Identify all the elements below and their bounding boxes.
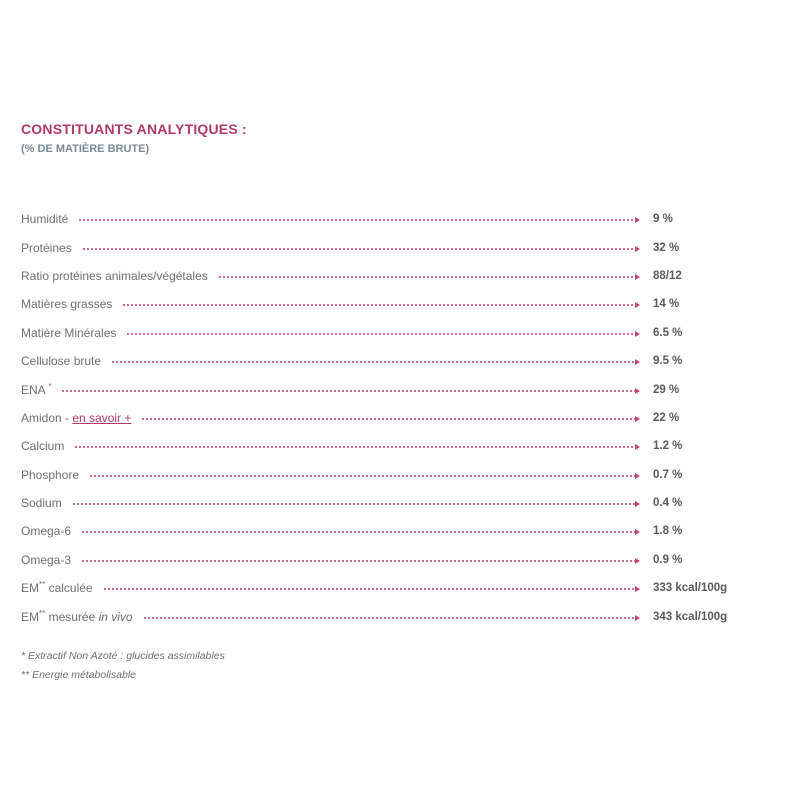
row-label: Omega-3	[21, 552, 72, 567]
footnote-marker: *	[48, 381, 52, 391]
section-subtitle: (% DE MATIÈRE BRUTE)	[21, 143, 150, 155]
row-value: 1.8 %	[653, 525, 683, 538]
dotted-leader	[81, 531, 636, 533]
dotted-leader	[72, 503, 636, 505]
row-value: 29 %	[653, 383, 680, 396]
dotted-leader	[78, 219, 636, 221]
row-label: Ratio protéines animales/végétales	[21, 268, 208, 283]
row-cellulose-brute	[21, 347, 761, 375]
dotted-leader	[82, 248, 636, 250]
row-value: 0.7 %	[653, 468, 683, 481]
row-phosphore	[21, 461, 761, 489]
dotted-leader	[218, 276, 636, 278]
row-label: Matière Minérales	[21, 325, 117, 340]
dotted-leader	[81, 560, 636, 562]
row-humidite	[21, 205, 761, 233]
dotted-leader	[89, 475, 636, 477]
row-value: 32 %	[653, 241, 680, 254]
footnote-em: ** Energie métabolisable	[21, 669, 136, 681]
constituents-list	[21, 205, 761, 631]
row-value: 6.5 %	[653, 326, 683, 339]
row-matieres-grasses	[21, 290, 761, 318]
row-em-mesuree	[21, 602, 761, 630]
row-value: 1.2 %	[653, 440, 683, 453]
dotted-leader	[122, 304, 636, 306]
row-value: 0.4 %	[653, 497, 683, 510]
section-title: CONSTITUANTS ANALYTIQUES :	[21, 121, 247, 137]
footnote-marker: **	[39, 608, 46, 618]
footnote-marker: **	[39, 580, 46, 590]
row-ena	[21, 375, 761, 403]
row-label: Protéines	[21, 240, 72, 255]
row-em-calculee	[21, 574, 761, 602]
row-value: 9 %	[653, 213, 673, 226]
row-label: Calcium	[21, 439, 65, 454]
row-value: 333 kcal/100g	[653, 582, 728, 595]
row-label-rest: calculée	[45, 581, 93, 596]
row-label-text: EM	[21, 609, 39, 624]
row-label	[21, 581, 93, 595]
row-value: 88/12	[653, 269, 682, 282]
row-omega-6	[21, 517, 761, 545]
row-label-rest: mesurée	[45, 609, 99, 624]
row-label: Cellulose brute	[21, 354, 102, 369]
dotted-leader	[103, 588, 636, 590]
row-label: Omega-6	[21, 524, 72, 539]
row-label: Humidité	[21, 212, 69, 227]
footnotes	[21, 647, 225, 685]
row-amidon	[21, 404, 761, 432]
row-label-text: ENA	[21, 382, 46, 397]
row-value: 0.9 %	[653, 553, 683, 566]
row-label: Phosphore	[21, 467, 80, 482]
dotted-leader	[61, 390, 636, 392]
row-calcium	[21, 432, 761, 460]
row-omega-3	[21, 546, 761, 574]
row-label	[21, 411, 131, 425]
row-label: Sodium	[21, 496, 62, 511]
footnote-ena: * Extractif Non Azoté : glucides assimilables	[21, 650, 225, 662]
row-value: 22 %	[653, 411, 680, 424]
row-proteines	[21, 233, 761, 261]
dotted-leader	[143, 617, 636, 619]
dotted-leader	[111, 361, 636, 363]
row-matiere-minerales	[21, 319, 761, 347]
row-value: 9.5 %	[653, 355, 683, 368]
row-label-text: EM	[21, 581, 39, 596]
row-value: 343 kcal/100g	[653, 610, 728, 623]
row-label-italic: in vivo	[98, 609, 133, 624]
dotted-leader	[126, 333, 636, 335]
row-label-text: Amidon -	[21, 410, 73, 425]
learn-more-link[interactable]: en savoir +	[72, 410, 132, 425]
row-label: Matières grasses	[21, 297, 113, 312]
dotted-leader	[141, 418, 636, 420]
row-ratio-proteines	[21, 262, 761, 290]
row-value: 14 %	[653, 298, 680, 311]
row-label	[21, 610, 133, 624]
row-label	[21, 383, 51, 397]
row-sodium	[21, 489, 761, 517]
dotted-leader	[74, 446, 636, 448]
